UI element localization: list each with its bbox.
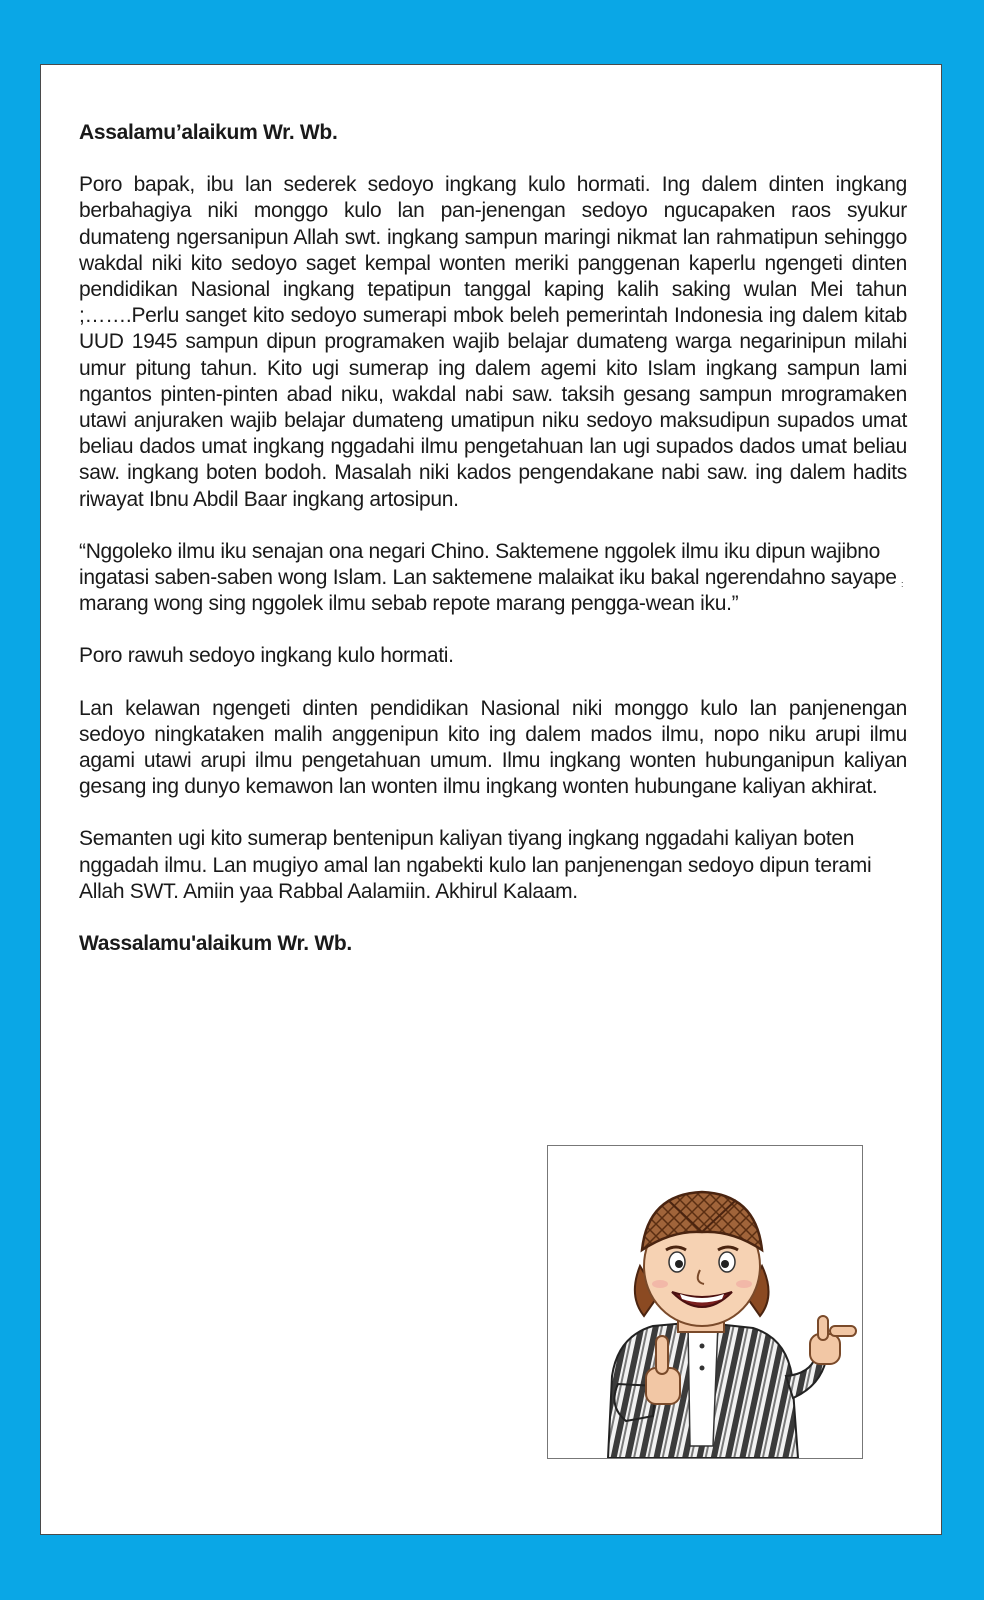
hadith-quote: “Nggoleko ilmu iku senajan ona negari Chino. Saktemene nggolek ilmu iku dipun wajibno ingatasi saben-saben wong Islam. Lan saktemene malaikat iku bakal ngerendahno sayape marang wong sing nggolek ilmu sebab repote marang pengga-wean iku.”: [79, 539, 897, 616]
side-mark: :: [901, 579, 904, 589]
paragraph-education: Lan kelawan ngengeti dinten pendidikan Nasional niki monggo kulo lan panjenengan sedoyo ningkataken malih anggenipun kito ing dalem mados ilmu, nopo niku arupi ilmu agami utawi arupi ilmu pengetahuan umum. Ilmu ingkang wonten hubunganipun kaliyan gesang ing dunyo kemawon lan wonten ilmu ingkang wonten hubungane kaliyan akhirat.: [79, 696, 907, 799]
javanese-cartoon-man-thumbs-up-icon: [548, 1146, 862, 1458]
greeting: Assalamu’alaikum Wr. Wb.: [79, 121, 338, 144]
paragraph-opening: Poro bapak, ibu lan sederek sedoyo ingkang kulo hormati. Ing dalem dinten ingkang berbahagiya niki monggo kulo lan pan-jenengan sedoyo ngucapaken raos syukur dumateng ngersanipun Allah swt. ingkang sampun maringi nikmat lan rahmatipun sehinggo wakdal niki kito sedoyo saget kempal wonten meriki panggenan kaperlu ngengeti dinten pendidikan Nasional ingkang tepatipun tanggal kaping kalih saking wulan Mei tahun ;…….Perlu sanget kito sedoyo sumerapi mbok beleh pemerintah Indonesia ing dalem kitab UUD 1945 sampun dipun programaken wajib belajar dumateng warga negarinipun milahi umur pitung tahun. Kito ugi sumerap ing dalem agemi kito Islam ingkang sampun lami ngantos pinten-pinten abad niku, wakdal nabi saw. taksih gesang sampun mrogramaken utawi anjuraken wajib belajar dumateng umatipun niku sedoyo maksudipun supados umat beliau dados umat ingkang nggadahi ilmu pengetahuan lan ugi supados dados umat beliau saw. ingkang boten bodoh. Masalah niki kados pengendakane nabi saw. ing dalem hadits riwayat Ibnu Abdil Baar ingkang artosipun.: [79, 173, 907, 511]
speech-text: [79, 120, 907, 983]
closing: Wassalamu'alaikum Wr. Wb.: [79, 932, 352, 956]
paragraph-prayer: Semanten ugi kito sumerap bentenipun kaliyan tiyang ingkang nggadahi kaliyan boten nggadah ilmu. Lan mugiyo amal lan ngabekti kulo lan panjenengan sedoyo dipun terami Allah SWT. Amiin yaa Rabbal Aalamiin. Akhirul Kalaam.: [79, 827, 872, 903]
illustration-frame: [547, 1145, 863, 1459]
address-line: Poro rawuh sedoyo ingkang kulo hormati.: [79, 644, 454, 668]
document-page: [40, 64, 942, 1535]
